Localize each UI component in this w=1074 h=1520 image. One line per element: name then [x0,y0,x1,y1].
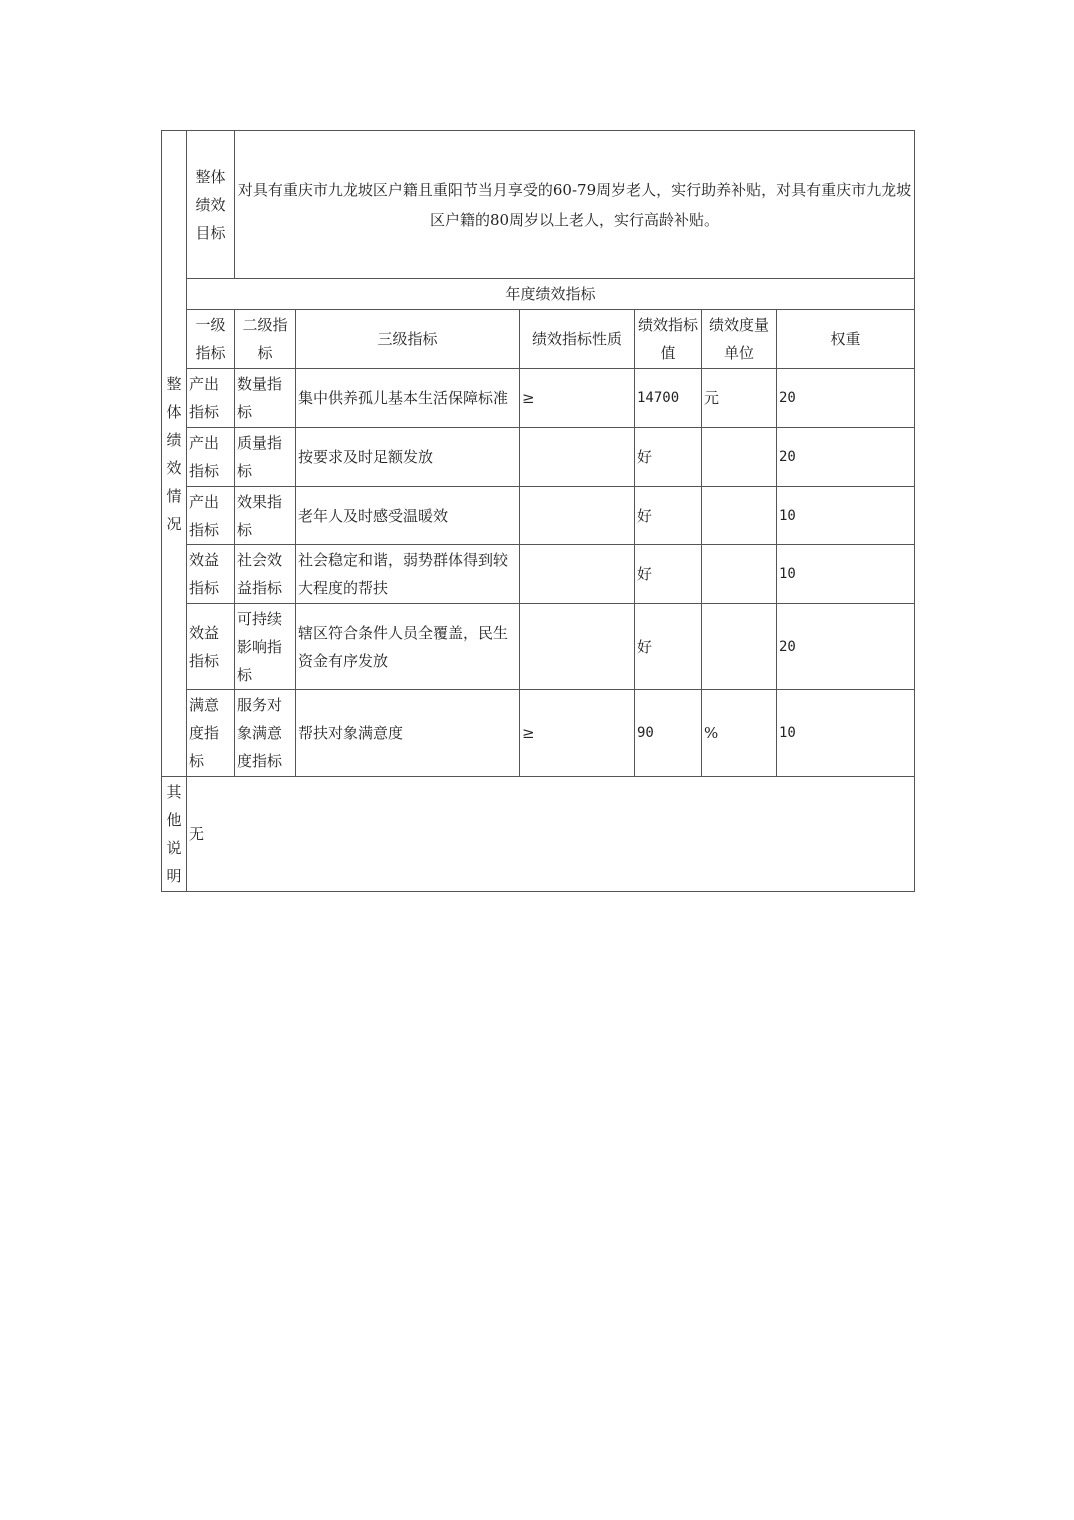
row-value: 好 [635,428,702,487]
overall-section-text [162,370,186,538]
annual-title: 年度绩效指标 [187,279,915,310]
row-value: 14700 [635,369,702,428]
table-row [162,487,915,545]
row-weight: 20 [777,428,915,487]
row-level3: 集中供养孤儿基本生活保障标准 [296,369,520,428]
row-weight: 20 [777,604,915,690]
row-level1: 效益指标 [187,545,235,604]
table-row [162,690,915,777]
row-unit [702,604,777,690]
goal-text: 对具有重庆市九龙坡区户籍且重阳节当月享受的60-79周岁老人，实行助养补贴，对具有重庆市九龙坡区户籍的80周岁以上老人，实行高龄补贴。 [235,131,915,279]
row-weight: 10 [777,545,915,604]
table-row [162,428,915,487]
header-value: 绩效指标值 [635,310,702,369]
header-level3: 三级指标 [296,310,520,369]
overall-section-label [162,131,187,777]
header-level1: 一级指标 [187,310,235,369]
table-row [162,604,915,690]
row-level1: 满意度指标 [187,690,235,777]
vertical-char: 说 [166,839,182,857]
row-level3: 按要求及时足额发放 [296,428,520,487]
row-weight: 10 [777,487,915,545]
row-value: 好 [635,604,702,690]
row-level2: 社会效益指标 [235,545,296,604]
row-nature: ≥ [520,369,635,428]
row-unit: % [702,690,777,777]
row-level2: 质量指标 [235,428,296,487]
vertical-char: 情 [166,486,182,505]
goal-label: 整体绩效目标 [187,131,235,279]
row-nature: ≥ [520,690,635,777]
row-level1: 产出指标 [187,369,235,428]
row-level1: 产出指标 [187,428,235,487]
row-value: 好 [635,545,702,604]
row-nature [520,545,635,604]
table-row [162,369,915,428]
row-level3: 老年人及时感受温暖效 [296,487,520,545]
row-nature [520,487,635,545]
row-level2: 数量指标 [235,369,296,428]
row-level1: 产出指标 [187,487,235,545]
vertical-char: 明 [166,867,182,885]
header-weight: 权重 [777,310,915,369]
header-level2: 二级指标 [235,310,296,369]
row-unit [702,487,777,545]
vertical-char: 整 [166,374,182,393]
performance-table [161,130,915,892]
row-unit [702,545,777,604]
row-level2: 可持续影响指标 [235,604,296,690]
other-notes-label [162,777,187,892]
row-level2: 效果指标 [235,487,296,545]
header-nature: 绩效指标性质 [520,310,635,369]
other-notes-label-text [162,778,186,890]
row-level3: 帮扶对象满意度 [296,690,520,777]
vertical-char: 绩 [166,430,182,449]
row-value: 好 [635,487,702,545]
table-row [162,545,915,604]
vertical-char: 他 [166,811,182,829]
row-level3: 辖区符合条件人员全覆盖，民生资金有序发放 [296,604,520,690]
row-weight: 20 [777,369,915,428]
header-unit: 绩效度量单位 [702,310,777,369]
row-weight: 10 [777,690,915,777]
vertical-char: 况 [166,514,182,533]
row-value: 90 [635,690,702,777]
row-unit [702,428,777,487]
row-nature [520,428,635,487]
row-level1: 效益指标 [187,604,235,690]
other-notes-text: 无 [187,777,915,892]
row-level2: 服务对象满意度指标 [235,690,296,777]
vertical-char: 效 [166,458,182,477]
row-unit: 元 [702,369,777,428]
row-level3: 社会稳定和谐，弱势群体得到较大程度的帮扶 [296,545,520,604]
vertical-char: 体 [166,402,182,421]
row-nature [520,604,635,690]
vertical-char: 其 [166,783,182,801]
